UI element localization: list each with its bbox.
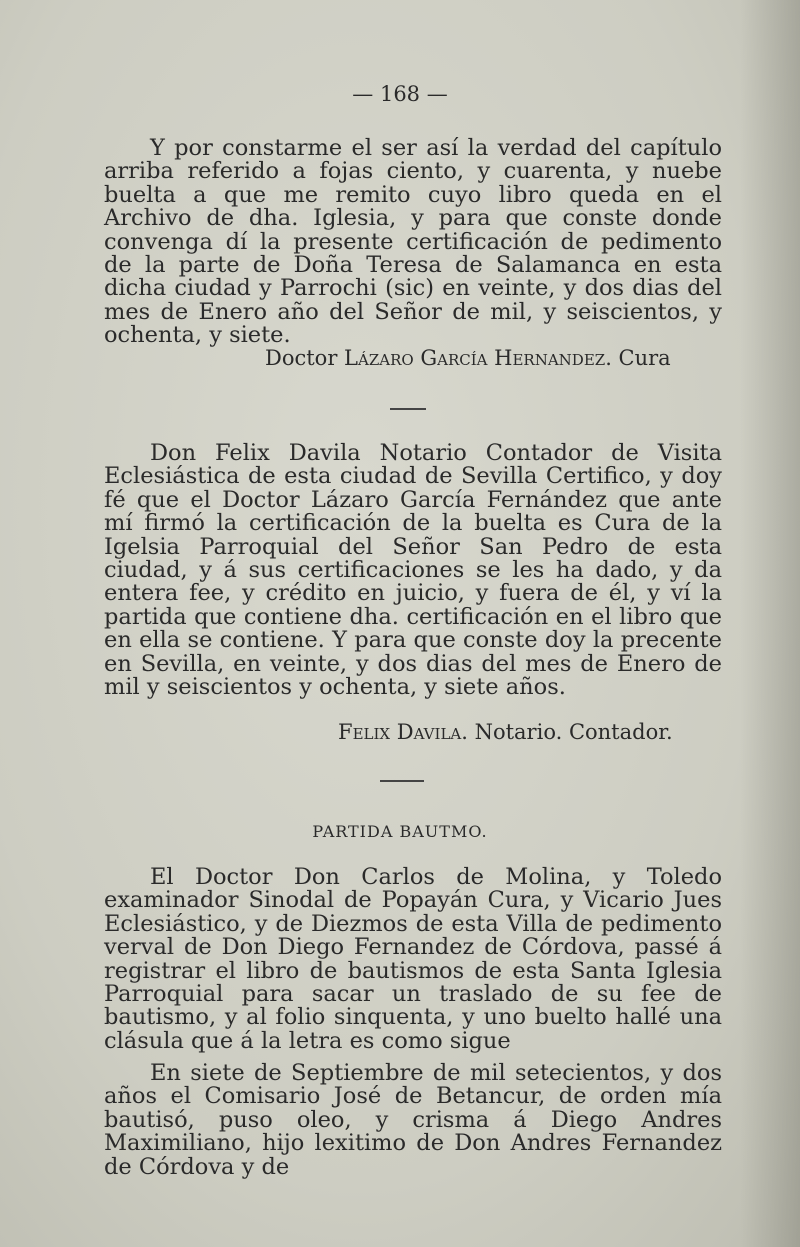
paragraph-baptism-record: En siete de Septiembre de mil setecientos, y dos años el Comisario José de Betancur, de orden mía bautisó, puso oleo, y crisma á Diego Andres Maximiliano, hijo lexitimo de Don Andres Fernandez de Córdova y de — [104, 1060, 722, 1180]
paragraph-baptism-intro: El Doctor Don Carlos de Molina, y Toledo examinador Sinodal de Popayán Cura, y Vicario Jues Eclesiástico, y de Diezmos de esta Villa de pedimento verval de Don Diego Fernandez de Córdova, passé á registrar el libro de bautismos de esta Santa Iglesia Parroquial para sacar un traslado de su fee de bautismo, y al folio sinquenta, y uno buelto hallé una clásula que á la letra es como sigue — [104, 864, 722, 1054]
signature-felix-davila — [338, 720, 673, 744]
section-heading: PARTIDA BAUTMO. — [312, 822, 488, 841]
page-edge-shadow — [740, 0, 800, 1247]
signature-name: Felix Davila — [338, 720, 462, 744]
page-number: — 168 — — [352, 82, 448, 106]
paragraph-certificate: Y por constarme el ser así la verdad del capítulo arriba referido a fojas ciento, y cuarenta, y nuebe buelta a que me remito cuyo libro queda en el Archivo de dha. Iglesia, y para que conste donde convenga dí la presente certificación de pedimento de la parte de Doña Teresa de Salamanca en esta dicha ciudad y Parrochi (sic) en veinte, y dos dias del mes de Enero año del Señor de mil, y seiscientos, y ochenta, y siete. — [104, 135, 722, 349]
signature-suffix: . Cura — [605, 346, 671, 370]
separator-dash — [390, 408, 426, 410]
signature-prefix: Doctor — [265, 346, 345, 370]
signature-name: Lázaro García Hernandez — [344, 346, 606, 370]
separator-dash — [380, 780, 424, 782]
signature-lazaro-garcia — [265, 346, 671, 370]
paragraph-notary: Don Felix Davila Notario Contador de Visita Eclesiástica de esta ciudad de Sevilla Certifico, y doy fé que el Doctor Lázaro García Fernández que ante mí firmó la certificación de la buelta es Cura de la Igelsia Parroquial del Señor San Pedro de esta ciudad, y á sus certificaciones se les ha dado, y da entera fee, y crédito en juicio, y fuera de él, y ví la partida que contiene dha. certificación en el libro que en ella se contiene. Y para que conste doy la precente en Sevilla, en veinte, y dos dias del mes de Enero de mil y seiscientos y ochenta, y siete años. — [104, 440, 722, 701]
signature-suffix: . Notario. Contador. — [461, 720, 673, 744]
